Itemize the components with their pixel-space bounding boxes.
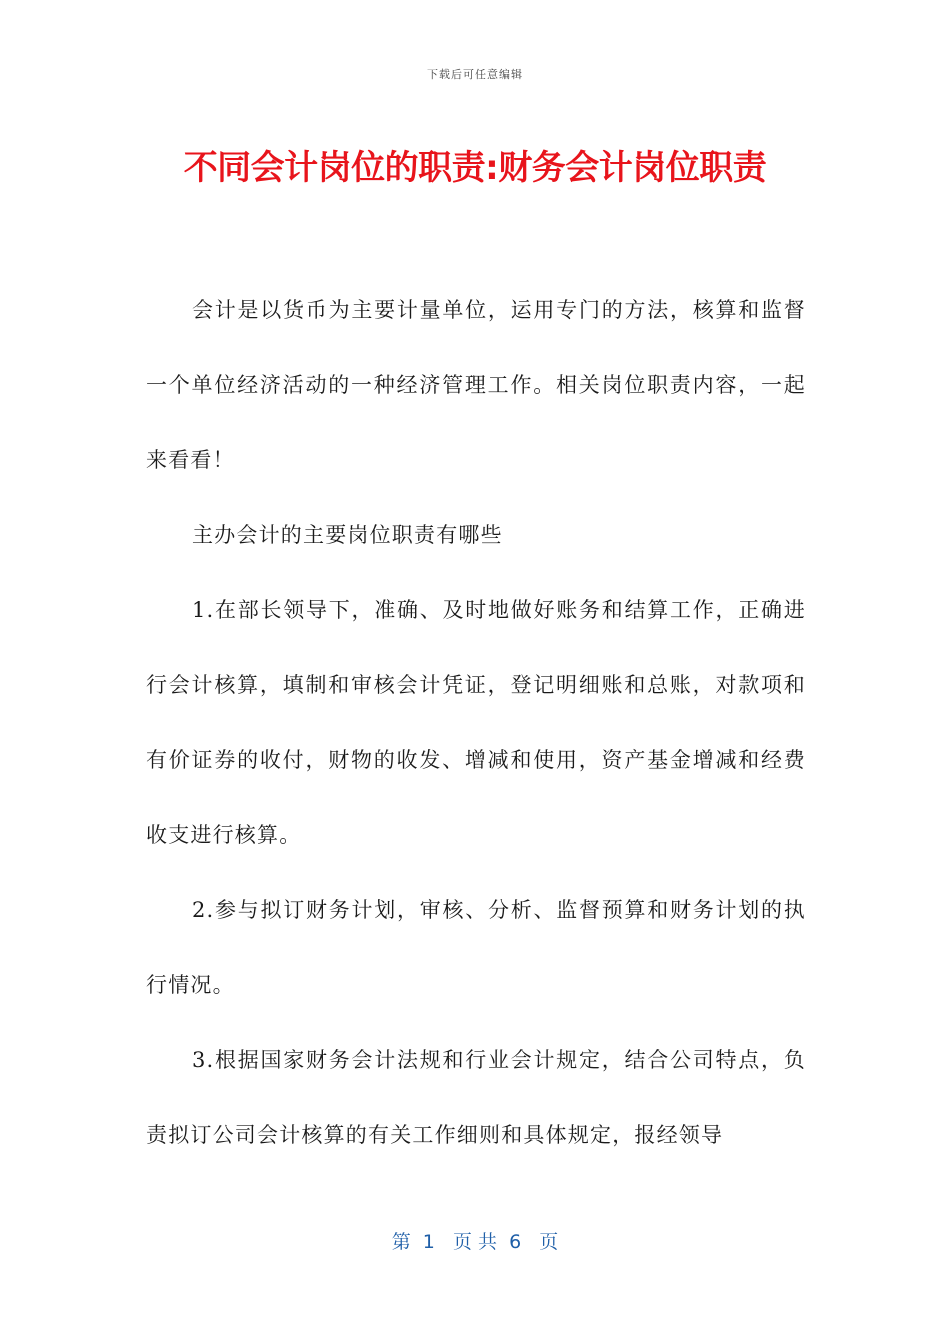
- paragraph-intro: 会计是以货币为主要计量单位，运用专门的方法，核算和监督一个单位经济活动的一种经济管理工作。相关岗位职责内容，一起来看看！: [146, 298, 806, 472]
- paragraph-item-3: 3.根据国家财务会计法规和行业会计规定，结合公司特点，负责拟订公司会计核算的有关工作细则和具体规定，报经领导: [146, 1048, 806, 1147]
- page-number-footer: 第 1 页 共 6 页: [391, 1231, 559, 1253]
- document-title: 不同会计岗位的职责:财务会计岗位职责: [183, 148, 767, 188]
- paragraph-item-2: 2.参与拟订财务计划，审核、分析、监督预算和财务计划的执行情况。: [146, 898, 806, 997]
- document-body: [146, 273, 806, 1173]
- header-note: 下载后可任意编辑: [427, 68, 523, 81]
- paragraph-section-heading: 主办会计的主要岗位职责有哪些: [192, 523, 503, 547]
- paragraph-item-1: 1.在部长领导下，准确、及时地做好账务和结算工作，正确进行会计核算，填制和审核会计凭证，登记明细账和总账，对款项和有价证券的收付，财物的收发、增减和使用，资产基金增减和经费收支进行核算。: [146, 598, 806, 847]
